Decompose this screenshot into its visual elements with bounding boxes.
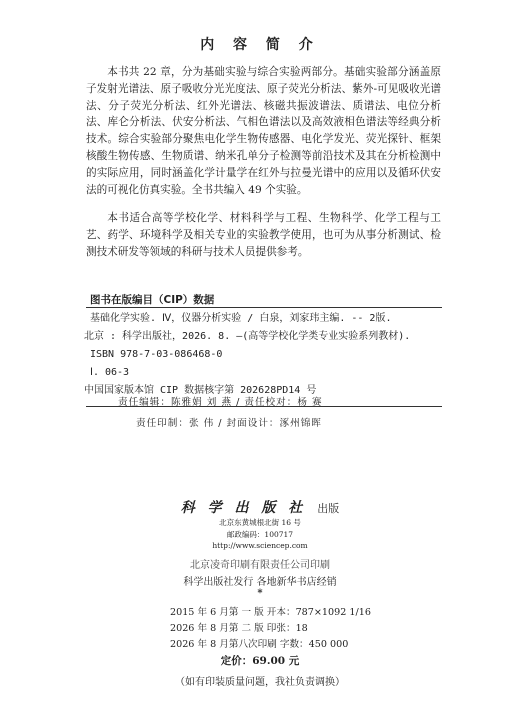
edition-line-3: 2026 年 8 月第八次印刷 字数：450 000 — [170, 639, 349, 650]
cip-top-rule — [86, 307, 442, 308]
editor-line-2: 责任印制：张 伟 / 封面设计：涿州锦晖 — [136, 418, 322, 429]
cip-line-1: 基础化学实验. Ⅳ，仪器分析实验 / 白泉，刘家玮主编. -- 2版. — [90, 313, 392, 324]
edition-line-1: 2015 年 6 月第 一 版 开本：787×1092 1/16 — [170, 607, 371, 618]
cip-line-2: 北京 : 科学出版社，2026. 8. —(高等学校化学类专业实验系列教材). — [84, 331, 411, 342]
editor-line-1: 责任编辑：陈雅娟 刘 燕 / 责任校对：杨 赛 — [118, 397, 323, 408]
printer-line: 北京凌奇印刷有限责任公司印刷 — [190, 560, 330, 571]
price-line: 定价：69.00 元 — [220, 655, 300, 667]
cip-line-4: Ⅰ. 06-3 — [90, 367, 130, 378]
publisher-postcode: 邮政编码：100717 — [226, 530, 294, 539]
summary-paragraph-1: 本书共 22 章，分为基础实验与综合实验两部分。基础实验部分涵盖原子发射光谱法、原子吸收分光光度法、原子荧光分析法、紫外-可见吸收光谱法、分子荧光分析法、红外光谱法、核磁共振波谱法、质谱法、电位分析法、库仑分析法、伏安分析法、气相色谱法以及高效液相色谱法等经典分析技术。综合实验部分聚焦电化学生物传感器、电化学发光、荧光探针、框架核酸生物传感、生物质谱、纳米孔单分子检测等前沿技术及其在分析检测中的实际应用，同时涵盖化学计量学在红外与拉曼光谱中的应用以及循环伏安法的可视化仿真实验。全书共编入 49 个实验。 — [86, 66, 441, 196]
summary-paragraph-2: 本书适合高等学校化学、材料科学与工程、生物科学、化学工程与工艺、药学、环境科学及相关专业的实验教学使用，也可为从事分析测试、检测技术研发等领域的科研与技术人员提供参考。 — [86, 212, 441, 258]
publisher-logo-row — [0, 497, 520, 517]
edition-line-2: 2026 年 8 月第 二 版 印张：18 — [170, 623, 308, 634]
distribution-line: 科学出版社发行 各地新华书店经销 — [183, 577, 337, 588]
quality-notice: （如有印装质量问题，我社负责调换） — [175, 677, 345, 688]
separator-star: * — [257, 588, 263, 599]
publisher-suffix: 出版 — [317, 502, 340, 515]
publisher-website: http://www.sciencep.com — [212, 541, 308, 550]
publisher-name: 科 学 出 版 社 — [180, 500, 307, 516]
cip-header: 图书在版编目（CIP）数据 — [90, 294, 215, 306]
cip-line-5: 中国国家版本馆 CIP 数据核字第 202628PD14 号 — [84, 385, 317, 396]
cip-line-3: ISBN 978-7-03-086468-0 — [90, 349, 223, 360]
page-heading: 内 容 简 介 — [200, 37, 320, 53]
publisher-address: 北京东黄城根北街 16 号 — [219, 518, 301, 527]
